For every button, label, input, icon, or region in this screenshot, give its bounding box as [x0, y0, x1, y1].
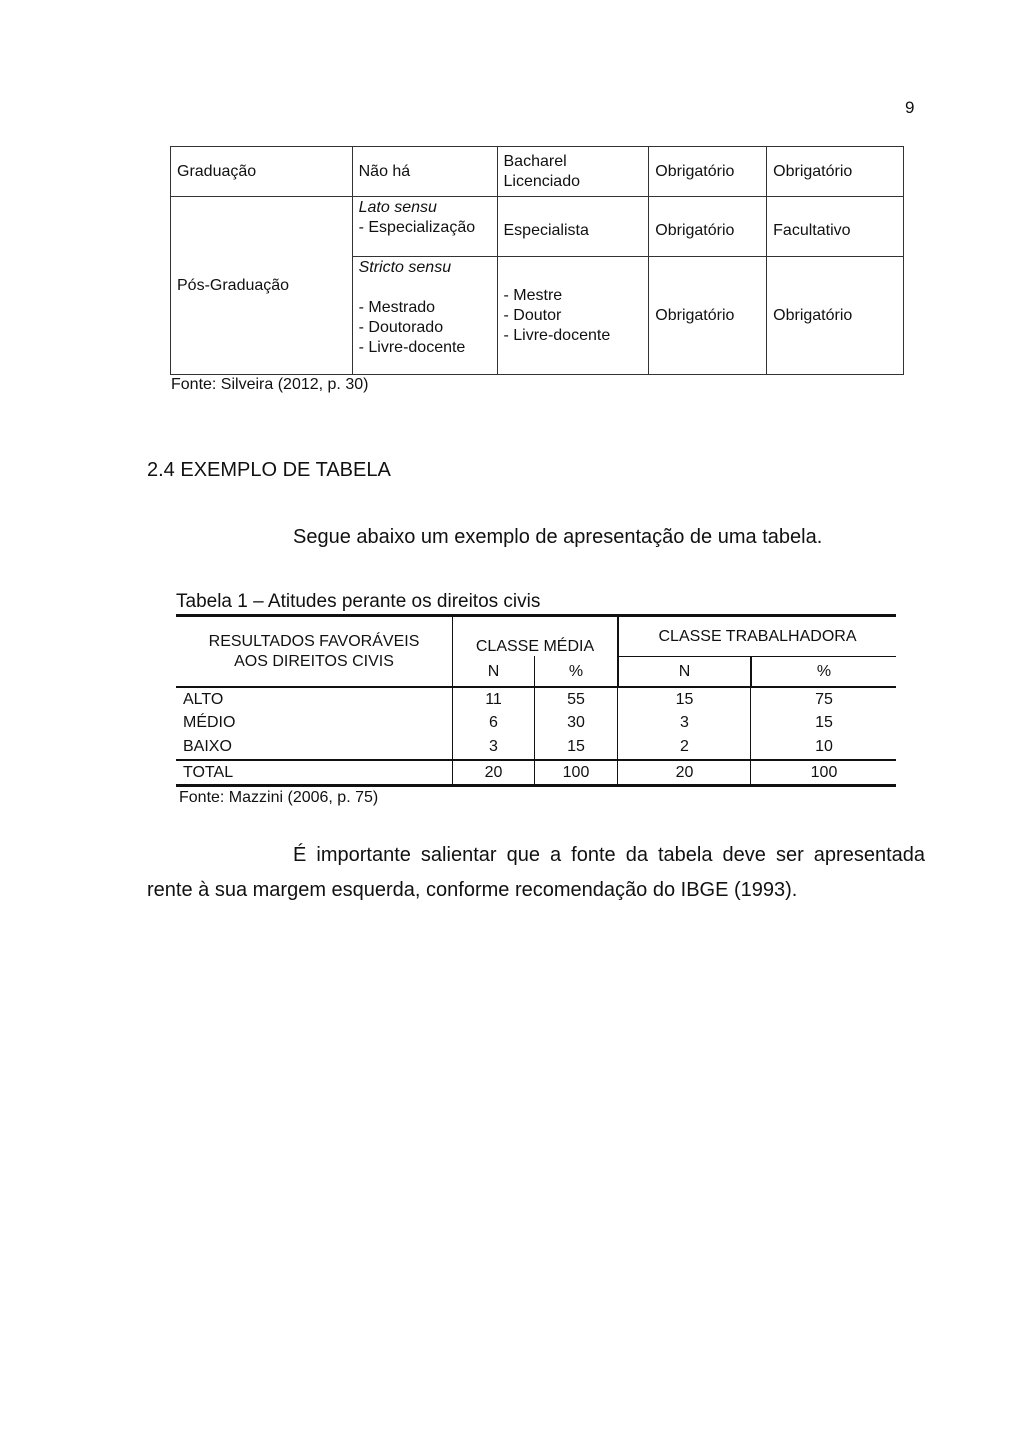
bottom-rule	[176, 784, 896, 787]
group-rule	[618, 656, 896, 657]
section-heading: 2.4 EXEMPLO DE TABELA	[147, 459, 391, 481]
quadro-fonte: Fonte: Silveira (2012, p. 30)	[171, 376, 369, 393]
list-item: - Mestrado	[358, 299, 436, 316]
cell-titulo: Especialista	[497, 197, 649, 257]
titulo-line: Licenciado	[503, 172, 580, 190]
lato-sensu-heading: Lato sensu	[358, 199, 437, 216]
cell-value: 15	[815, 714, 833, 731]
paragraph-text: É importante salientar que a fonte da tabela deve ser apresentada rente à sua margem esquerda, conforme recomendação do IBGE (1993).	[147, 844, 925, 901]
quadro-niveis	[170, 146, 904, 375]
table-row	[171, 197, 904, 257]
cell-value: 6	[489, 714, 498, 731]
table-row	[171, 147, 904, 197]
header-pct: %	[816, 663, 832, 680]
header-classe-trabalhadora: CLASSE TRABALHADORA	[658, 628, 857, 645]
cell-nivel: Pós-Graduação	[171, 197, 353, 375]
total-rule	[176, 759, 896, 761]
list-item: - Doutorado	[358, 319, 444, 336]
cell-col4: Obrigatório	[649, 197, 767, 257]
header-line: AOS DIREITOS CIVIS	[234, 653, 394, 670]
cell-value: 15	[567, 738, 585, 755]
header-n: N	[487, 663, 500, 680]
cell-especializacao	[352, 257, 497, 375]
row-label-baixo: BAIXO	[183, 738, 232, 755]
cell-col4: Obrigatório	[649, 147, 767, 197]
cell-value: 3	[489, 738, 498, 755]
cell-value: 2	[680, 738, 689, 755]
header-classe-media: CLASSE MÉDIA	[475, 638, 595, 655]
cell-titulo	[497, 257, 649, 375]
cell-value: 75	[815, 691, 833, 708]
cell-col5: Obrigatório	[767, 257, 904, 375]
cell-value: 100	[562, 764, 590, 781]
header-pct: %	[568, 663, 584, 680]
cell-value: 11	[485, 691, 502, 708]
cell-especializacao	[352, 197, 497, 257]
cell-value: 20	[675, 764, 694, 781]
cell-value: 20	[484, 764, 503, 781]
cell-especializacao: Não há	[352, 147, 497, 197]
titulo-line: - Doutor	[503, 306, 562, 324]
cell-value: 100	[810, 764, 838, 781]
header-resultados	[176, 632, 452, 672]
tabela-atitudes	[176, 614, 896, 788]
header-n: N	[678, 663, 691, 680]
cell-value: 10	[815, 738, 833, 755]
cell-titulo	[497, 147, 649, 197]
cell-value: 15	[675, 691, 694, 708]
tabela-fonte: Fonte: Mazzini (2006, p. 75)	[179, 789, 379, 806]
row-label-medio: MÉDIO	[183, 714, 236, 731]
titulo-line: - Mestre	[503, 286, 563, 304]
titulo-line: - Livre-docente	[503, 326, 611, 344]
row-label-alto: ALTO	[183, 691, 224, 708]
top-rule	[176, 614, 896, 617]
body-paragraph	[147, 838, 925, 908]
cell-col4: Obrigatório	[649, 257, 767, 375]
row-label-total: TOTAL	[183, 764, 234, 781]
cell-value: 30	[567, 714, 585, 731]
col-divider	[617, 688, 618, 787]
col-divider	[750, 688, 751, 787]
table-caption: Tabela 1 – Atitudes perante os direitos civis	[176, 591, 541, 612]
header-rule	[176, 686, 896, 688]
header-line: RESULTADOS FAVORÁVEIS	[208, 633, 420, 650]
cell-value: 3	[680, 714, 689, 731]
section-intro: Segue abaixo um exemplo de apresentação de uma tabela.	[293, 526, 823, 548]
cell-col5: Facultativo	[767, 197, 904, 257]
titulo-line: Bacharel	[503, 152, 567, 170]
cell-value: 55	[567, 691, 585, 708]
page-number: 9	[905, 98, 915, 117]
cell-col5: Obrigatório	[767, 147, 904, 197]
stricto-sensu-heading: Stricto sensu	[358, 259, 452, 276]
list-item: - Livre-docente	[358, 339, 466, 356]
list-item: - Especialização	[358, 219, 476, 236]
cell-nivel: Graduação	[171, 147, 353, 197]
